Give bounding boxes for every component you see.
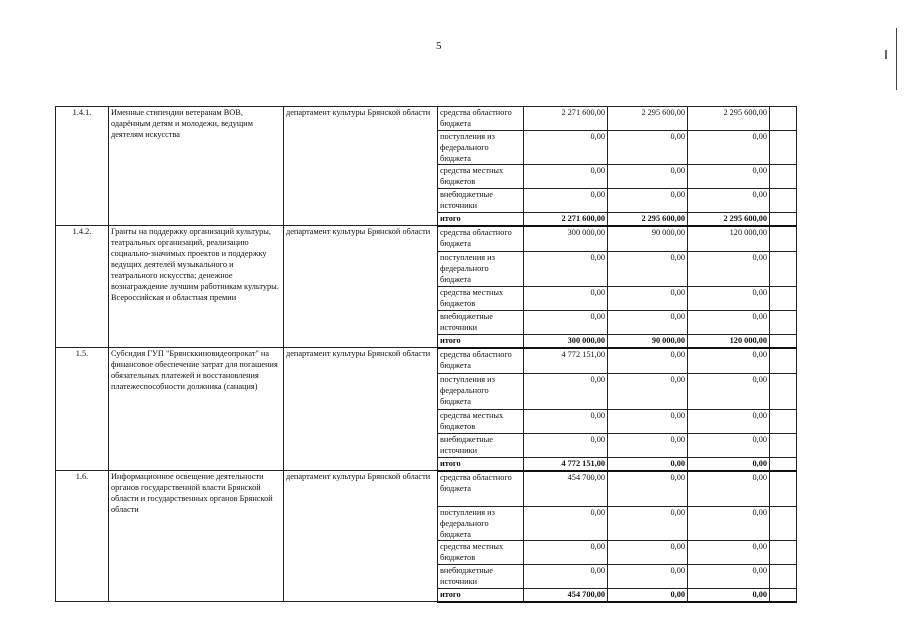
value-cell: 0,00 xyxy=(688,252,770,287)
source-cell: итого xyxy=(438,589,524,602)
source-cell: поступления из федерального бюджета xyxy=(438,374,524,410)
value-cell: 0,00 xyxy=(524,252,608,287)
scan-edge-tick xyxy=(885,50,887,59)
table-row xyxy=(56,226,797,252)
value-cell: 454 700,00 xyxy=(524,589,608,602)
value-cell: 0,00 xyxy=(608,252,688,287)
source-cell: итого xyxy=(438,335,524,348)
item-title-cell: Субсидия ГУП "Брянсккиновидеопрокат" на финансовое обеспечение затрат для погашения обязательных платежей и восстановления платежеспособности должника (санация) xyxy=(109,348,284,471)
empty-cell xyxy=(770,348,797,374)
value-cell: 0,00 xyxy=(524,507,608,541)
value-cell: 0,00 xyxy=(608,374,688,410)
value-cell: 454 700,00 xyxy=(524,471,608,507)
value-cell: 0,00 xyxy=(688,458,770,471)
value-cell: 0,00 xyxy=(608,311,688,335)
value-cell: 0,00 xyxy=(524,541,608,565)
empty-cell xyxy=(770,458,797,471)
value-cell: 90 000,00 xyxy=(608,335,688,348)
value-cell: 0,00 xyxy=(608,348,688,374)
value-cell: 4 772 151,00 xyxy=(524,348,608,374)
source-cell: средства местных бюджетов xyxy=(438,541,524,565)
value-cell: 300 000,00 xyxy=(524,335,608,348)
empty-cell xyxy=(770,589,797,602)
value-cell: 2 271 600,00 xyxy=(524,213,608,226)
value-cell: 0,00 xyxy=(688,565,770,589)
empty-cell xyxy=(770,335,797,348)
source-cell: средства местных бюджетов xyxy=(438,165,524,189)
item-code-cell: 1.4.2. xyxy=(56,226,109,348)
empty-cell xyxy=(770,287,797,311)
item-code-cell: 1.5. xyxy=(56,348,109,471)
executor-cell: департамент культуры Брянской области xyxy=(284,107,438,226)
value-cell: 120 000,00 xyxy=(688,226,770,252)
value-cell: 0,00 xyxy=(608,410,688,434)
value-cell: 0,00 xyxy=(524,287,608,311)
table-row xyxy=(56,107,797,131)
value-cell: 0,00 xyxy=(688,311,770,335)
value-cell: 2 295 600,00 xyxy=(688,213,770,226)
empty-cell xyxy=(770,471,797,507)
source-cell: итого xyxy=(438,213,524,226)
table-row xyxy=(56,348,797,374)
source-cell: итого xyxy=(438,458,524,471)
source-cell: внебюджетные источники xyxy=(438,311,524,335)
empty-cell xyxy=(770,311,797,335)
page-number: 5 xyxy=(436,40,442,52)
source-cell: средства местных бюджетов xyxy=(438,287,524,311)
empty-cell xyxy=(770,131,797,165)
value-cell: 0,00 xyxy=(608,471,688,507)
value-cell: 0,00 xyxy=(608,131,688,165)
source-cell: поступления из федерального бюджета xyxy=(438,252,524,287)
value-cell: 0,00 xyxy=(688,434,770,458)
value-cell: 0,00 xyxy=(608,458,688,471)
value-cell: 0,00 xyxy=(688,541,770,565)
empty-cell xyxy=(770,107,797,131)
value-cell: 0,00 xyxy=(688,374,770,410)
value-cell: 0,00 xyxy=(688,471,770,507)
empty-cell xyxy=(770,226,797,252)
value-cell: 4 772 151,00 xyxy=(524,458,608,471)
value-cell: 0,00 xyxy=(688,165,770,189)
source-cell: внебюджетные источники xyxy=(438,565,524,589)
source-cell: средства областного бюджета xyxy=(438,471,524,507)
value-cell: 0,00 xyxy=(688,189,770,213)
value-cell: 0,00 xyxy=(608,565,688,589)
source-cell: средства областного бюджета xyxy=(438,107,524,131)
item-title-cell: Гранты на поддержку организаций культуры, театральных организаций, реализацию социально-значимых проектов и поддержку ведущих деятелей музыкального и театрального искусства; денежное вознаграждение лучшим работникам культуры. Всероссийская и областная премии xyxy=(109,226,284,348)
value-cell: 2 295 600,00 xyxy=(608,213,688,226)
item-code-cell: 1.4.1. xyxy=(56,107,109,226)
value-cell: 0,00 xyxy=(688,507,770,541)
empty-cell xyxy=(770,252,797,287)
value-cell: 0,00 xyxy=(608,589,688,602)
item-code-cell: 1.6. xyxy=(56,471,109,602)
source-cell: средства областного бюджета xyxy=(438,348,524,374)
value-cell: 2 295 600,00 xyxy=(608,107,688,131)
value-cell: 0,00 xyxy=(688,287,770,311)
value-cell: 90 000,00 xyxy=(608,226,688,252)
executor-cell: департамент культуры Брянской области xyxy=(284,348,438,471)
empty-cell xyxy=(770,189,797,213)
empty-cell xyxy=(770,165,797,189)
source-cell: поступления из федерального бюджета xyxy=(438,507,524,541)
value-cell: 0,00 xyxy=(688,410,770,434)
source-cell: поступления из федерального бюджета xyxy=(438,131,524,165)
value-cell: 0,00 xyxy=(608,287,688,311)
value-cell: 0,00 xyxy=(608,165,688,189)
item-title-cell: Именные стипендии ветеранам ВОВ, одарённым детям и молодежи, ведущим деятелям искусства xyxy=(109,107,284,226)
source-cell: внебюджетные источники xyxy=(438,189,524,213)
value-cell: 0,00 xyxy=(524,434,608,458)
source-cell: внебюджетные источники xyxy=(438,434,524,458)
value-cell: 120 000,00 xyxy=(688,335,770,348)
executor-cell: департамент культуры Брянской области xyxy=(284,471,438,602)
executor-cell: департамент культуры Брянской области xyxy=(284,226,438,348)
value-cell: 0,00 xyxy=(524,311,608,335)
value-cell: 0,00 xyxy=(608,541,688,565)
value-cell: 0,00 xyxy=(524,410,608,434)
value-cell: 300 000,00 xyxy=(524,226,608,252)
source-cell: средства областного бюджета xyxy=(438,226,524,252)
value-cell: 0,00 xyxy=(608,189,688,213)
value-cell: 2 271 600,00 xyxy=(524,107,608,131)
value-cell: 0,00 xyxy=(524,131,608,165)
value-cell: 0,00 xyxy=(524,189,608,213)
table-row xyxy=(56,471,797,507)
value-cell: 2 295 600,00 xyxy=(688,107,770,131)
value-cell: 0,00 xyxy=(524,565,608,589)
empty-cell xyxy=(770,541,797,565)
value-cell: 0,00 xyxy=(524,374,608,410)
item-title-cell: Информационное освещение деятельности органов государственной власти Брянской области и государственных органов Брянской области xyxy=(109,471,284,602)
empty-cell xyxy=(770,410,797,434)
empty-cell xyxy=(770,565,797,589)
empty-cell xyxy=(770,374,797,410)
value-cell: 0,00 xyxy=(688,348,770,374)
empty-cell xyxy=(770,213,797,226)
table-body xyxy=(56,107,797,602)
empty-cell xyxy=(770,434,797,458)
value-cell: 0,00 xyxy=(688,131,770,165)
source-cell: средства местных бюджетов xyxy=(438,410,524,434)
value-cell: 0,00 xyxy=(608,434,688,458)
value-cell: 0,00 xyxy=(688,589,770,602)
scan-edge-line xyxy=(896,28,897,90)
value-cell: 0,00 xyxy=(524,165,608,189)
empty-cell xyxy=(770,507,797,541)
budget-table xyxy=(55,106,797,603)
value-cell: 0,00 xyxy=(608,507,688,541)
